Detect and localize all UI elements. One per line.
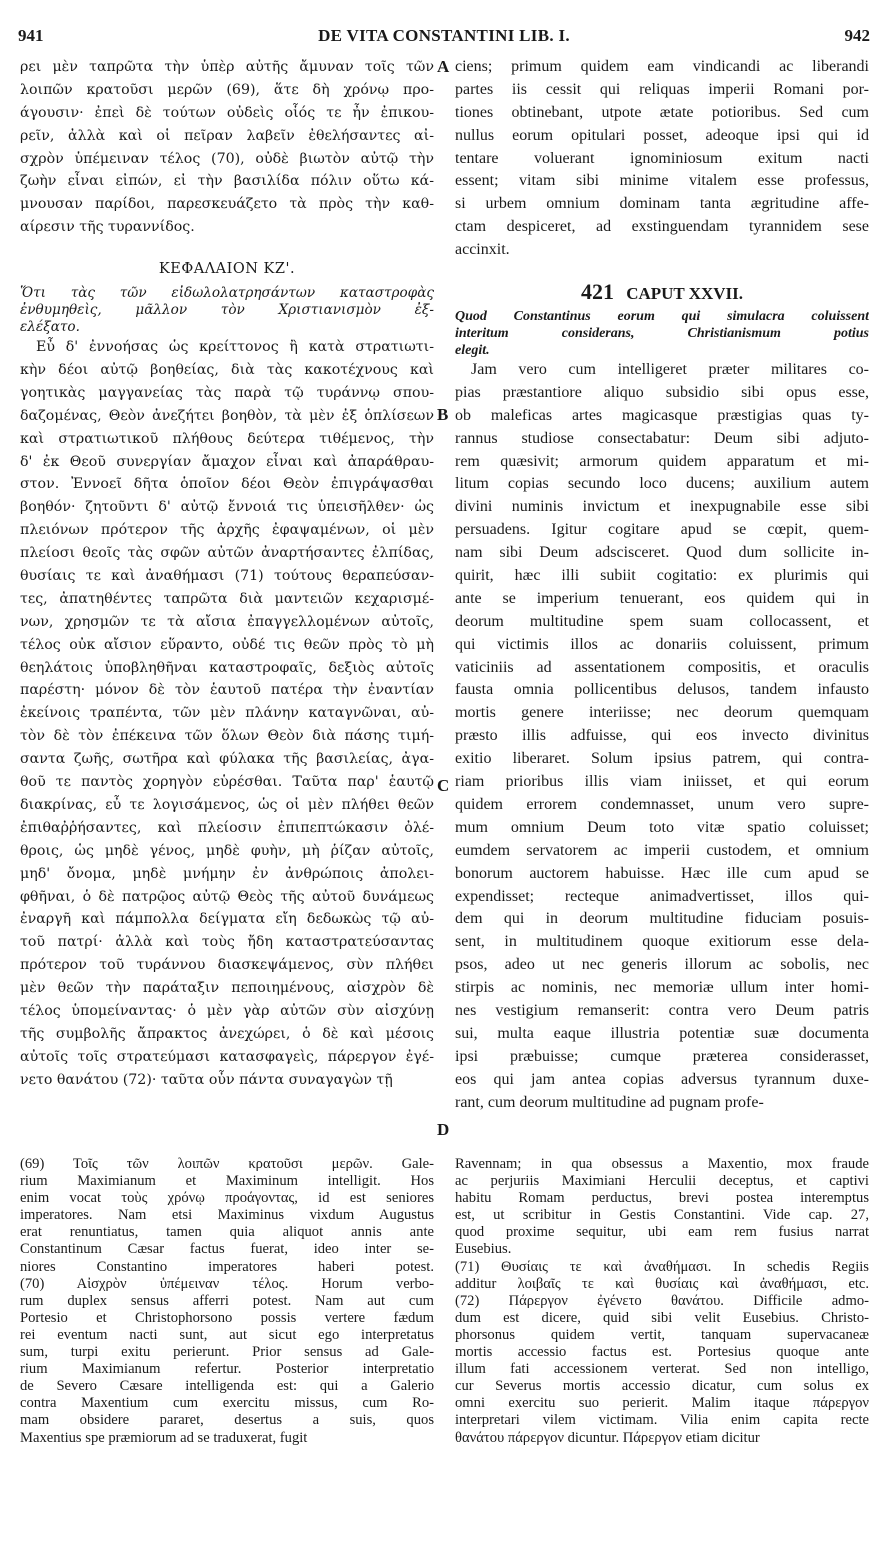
footnote-line: enim vocat τοὺς χρόνῳ προάγοντας, id est seniores [20, 1190, 434, 1207]
margin-letter-a: A [437, 57, 450, 76]
footnote-line: mortis accessio factus est. Portesius quoque ante [455, 1344, 869, 1361]
greek-column [20, 56, 434, 1148]
text-line: δαζομένας, Θεὸν ἀνεζήτει βοηθὸν, τὰ μὲν ἐξ ὁπλίσεων [20, 407, 434, 424]
margin-letter-c: C [437, 776, 450, 795]
text-line: τῆς συμβολῆς ἄπρακτος ἀνεχώρει, ὁ δὲ καὶ μέσοις [20, 1025, 434, 1042]
footnote-line: illum fati accessionem verterat. Sed non intelligo, [455, 1361, 869, 1378]
footnotes-left [20, 1156, 434, 1546]
footnote-line: Eusebius. [455, 1241, 512, 1258]
text-line: pias præstantiore aliquo subsidio sibi opus esse, [455, 383, 869, 401]
text-line: γοητικὰς μαγγανείας τὰς παρὰ τῷ τυράννῳ σπου- [20, 384, 434, 401]
footnote-line: erat renuntiatus, tamen quia aliquot annis ante [20, 1224, 434, 1241]
greek-chapter-heading: ΚΕΦΑΛΑΙΟΝ ΚΖ'. [158, 261, 296, 278]
text-line: tiones obtinebant, utpote ætate potioribus. Sed cum [455, 103, 869, 121]
text-line: eumdem servatorem ac imperii custodem, et omnium [455, 841, 869, 859]
footnote-line: imperatores. Nam etsi Maximinus vixdum Augustus [20, 1207, 434, 1224]
text-line: ρεῖν, ἀλλὰ καὶ οἱ πεῖραν λαβεῖν ἐθελήσαντες αἰ- [20, 127, 434, 144]
text-line: eos qui jam antea copias adversus tyrannum duxe- [455, 1070, 869, 1088]
footnote-line: ac perjuriis Maximiani Herculii deceptus, et captivi [455, 1173, 869, 1190]
text-line: θυσίαις τε καὶ ἀναθήμασι (71) τούτους θεραπεύσαν- [20, 568, 434, 585]
page-header [18, 26, 870, 48]
page-number-right: 942 [844, 26, 870, 45]
text-line: vaticiniis ad assentationem compositis, et oraculis [455, 658, 869, 676]
footnote-line: niores Constantino imperatores haberi potest. [20, 1258, 434, 1275]
footnote-line: Portesio et Christophorsono possis vertere fædum [20, 1309, 434, 1326]
text-line: exitio liberaret. Solum ipsius patrem, qui contra- [455, 750, 869, 768]
text-line: litum copias secundo loco ducens; auxilium autem [455, 475, 869, 493]
footnote-line: omni exercitu suo perierit. Malim itaque πάρεργον [455, 1395, 869, 1412]
text-line: ἐπιθαῤῥήσαντες, καὶ πλείοσιν ἐπιπεπτώκασιν ὀλέ- [20, 819, 434, 836]
summary-line: interitum considerans, Christianismum potius [455, 326, 869, 342]
text-line: rannus studiose consectabatur: Deum sibi adjuto- [455, 429, 869, 447]
text-line: άγουσιν· ἐπεὶ δὲ τούτων οὐδεὶς οἷός τε ἦν ἐπικου- [20, 104, 434, 121]
text-line: rem quæsivit; armorum quidem apparatum et mi- [455, 452, 869, 470]
text-line: qui victimis illos ac donariis coluissent, primum [455, 635, 869, 653]
footnote-line: dum est dicere, quid sibi velit Eusebius. Christo- [455, 1309, 869, 1326]
footnote-line: de Severo Cæsare intelligenda est: qui a Galerio [20, 1378, 434, 1395]
text-line: θοῦ τε παντὸς χορηγὸν εὑρέσθαι. Ταῦτα παρ' ἑαυτῷ [20, 774, 434, 791]
summary-line: elegit. [455, 343, 490, 359]
footnote-line: rei eventum nacti sunt, aut sicut ego interpretatus [20, 1326, 434, 1343]
text-line: πλειόνων πρότερον τῆς ἀρχῆς ἐφαψαμένων, οἱ μὲν [20, 522, 434, 539]
text-line: divini numinis invictum et inexpugnabile esse sibi [455, 498, 869, 516]
text-line: sui, multa eaque illustria potentiæ suæ documenta [455, 1024, 869, 1042]
footnote-line: θανάτου πάρεργον dicuntur. Πάρεργον etiam dicitur [455, 1429, 760, 1446]
text-line: præsto illis adfuisse, qui eos invecto divinitus [455, 727, 869, 745]
text-line: μηδ' ὄνομα, μηδὲ μνήμην ἐν ἀνθρώποις ἀπολει- [20, 865, 434, 882]
text-line: μνουσαν παρίδοι, παρεσκευάζετο τὰ πρὸς τὴν καθ- [20, 196, 434, 213]
greek-paragraph-2 [20, 336, 434, 1091]
text-line: psos, adeo ut nec generis illorum ac sobolis, nec [455, 956, 869, 974]
footnote-line: Maxentius spe præmiorum ad se traduxerat, fugit [20, 1429, 308, 1446]
text-line: ζωὴν εἶναι εἰπών, εἰ τὴν βασιλίδα πόλιν οὕτω κά- [20, 173, 434, 190]
footnotes-right [455, 1156, 869, 1546]
text-line: riam prioribus illis viam iniisset, et qui eorum [455, 773, 869, 791]
latin-paragraph-1 [455, 56, 869, 262]
footnote-line: mam obsidere pararet, desertus a suis, quos [20, 1412, 434, 1429]
text-line: τέλος ὑπομείναντας· ὁ μὲν γὰρ αὐτῶν σὺν αἰσχύνῃ [20, 1002, 434, 1019]
text-line: Jam vero cum intelligeret præter militares co- [471, 361, 869, 379]
text-line: deorum multitudine spem suam collocassent, et [455, 612, 869, 630]
text-line: mum omnium Deum toto vitæ spatio coluisset; [455, 818, 869, 836]
greek-chapter-summary [20, 285, 434, 336]
text-line: στον. Ἐννοεῖ δῆτα ὁποῖον δέοι Θεὸν ἐπιγράψασθαι [20, 476, 434, 493]
text-line: dem qui in deorum multitudine fiduciam posuis- [455, 910, 869, 928]
footnote-line: interpretari vilem victimam. Vilia enim capita recte [455, 1412, 869, 1429]
text-line: θεηλάτοις ὑποβληθῆναι καταστροφαῖς, δεξιὸς αὐτοῖς [20, 659, 434, 676]
text-line: σχρὸν ὑπέμειναν τέλος (70), οὐδὲ βιωτὸν αὐτῷ τὴν [20, 150, 434, 167]
footnote-line: Constantinum Cæsar factus fuerat, ideo inter se- [20, 1241, 434, 1258]
text-line: τὸν δὲ τὸν ἐπέκεινα τῶν ὅλων Θεὸν διὰ πάσης τιμή- [20, 728, 434, 745]
footnote-line: cur Severus mortis accessio dicatur, cum solus ex [455, 1378, 869, 1395]
text-line: mortis genere interiisse; nec deorum quemquam [455, 704, 869, 722]
text-line: tentare voluerant ignominiosum exitum nacti [455, 149, 869, 167]
text-line: μὲν θεῶν τὴν παράταξιν πεποιημένους, αἰσχρὸν δὲ [20, 980, 434, 997]
latin-chapter-summary [455, 308, 869, 359]
marginal-column-number: 421 [580, 279, 614, 305]
text-line: νετο θανάτου (72)· ταῦτα οὖν πάντα συναγαγὼν τῇ [20, 1071, 393, 1088]
text-line: ciens; primum quidem eam vindicandi ac liberandi [455, 58, 869, 75]
text-line: persuadens. Igitur cogitare apud se cœpit, quem- [455, 521, 869, 539]
text-line: πλείοσι θεοῖς τὰς σφῶν αὐτῶν ἀναρτήσαντες ἐλπίδας, [20, 545, 434, 562]
footnote-line: rum duplex sensus afferri potest. Nam aut cum [20, 1292, 434, 1309]
text-line: βοηθόν· ζητοῦντι δ' αὐτῷ ἔννοιά τις ὑπεισῆλθεν· ὡς [20, 499, 434, 516]
text-line: παρέστη· μόνον δὲ τὸν ἑαυτοῦ πατέρα τὴν ἐναντίαν [20, 682, 434, 699]
text-line: τοῦ πατρί· ἀλλὰ καὶ τοὺς ἤδη καταστρατεύσαντας [20, 934, 434, 951]
text-line: sent, in multitudinem quoque exitiorum esse dela- [455, 933, 869, 951]
summary-line: Quod Constantinus eorum qui simulacra coluissent [455, 309, 869, 325]
text-line: stirpis ac nominis, nec memoriæ ullum inter homi- [455, 979, 869, 997]
text-line: ἐναργῆ καὶ πάμπολλα δείγματα εἴη δεδωκὼς τῷ αὐ- [20, 911, 434, 928]
footnote-line: sum, turpi exitu perierunt. Prior sensus ad Gale- [20, 1344, 434, 1361]
text-line: αὐτοῖς τοῖς στρατεύμασι κατασφαγεὶς, πάρεργον ἐγέ- [20, 1048, 434, 1065]
text-line: nullus eorum opitulari posset, adeoque ipsi qui id [455, 126, 869, 144]
text-line: quirit, hæc illi subiit cogitatio: ex plurimis qui [455, 567, 869, 585]
text-line: nes vestigium remanserit: contra vero Deum patris [455, 1001, 869, 1019]
footnote-line: (69) Τοῖς τῶν λοιπῶν κρατοῦσι μερῶν. Gale- [20, 1156, 434, 1172]
summary-line: Ὅτι τὰς τῶν εἰδωλολατρησάντων καταστροφὰς [20, 285, 434, 302]
text-line: ctam despiceret, ad exstinguendam tyrannidem sese [455, 218, 869, 236]
text-line: ρει μὲν ταπρῶτα τὴν ὑπὲρ αὐτῆς ἄμυναν τοῖς τῶν [20, 59, 434, 75]
text-line: καὶ στρατιωτικοῦ πλήθους δεύτερα τιθέμενος, τὴν [20, 430, 434, 447]
text-line: expendisset; recteque animadvertisset, illos qui- [455, 887, 869, 905]
text-line: ipsi præbuisse; cumque præterea considerasset, [455, 1047, 869, 1065]
footnote-line: rium Maximianum et Maximinum intelligit. Hos [20, 1173, 434, 1190]
footnote-line: (71) Θυσίαις τε καὶ ἀναθήμασι. In schedis Regiis [455, 1258, 869, 1275]
footnote-line: quod proxime sequitur, ubi eam rem fusius narrat [455, 1224, 869, 1241]
text-line: λοιπῶν κρατοῦσι μερῶν (69), ἅτε δὴ χρόνῳ προ- [20, 81, 434, 98]
text-line: essent; vitam sibi minime vitalem esse professus, [455, 172, 869, 190]
text-line: τέλος οὐκ αἴσιον εὕραντο, οὐδέ τις θεῶν πρὸς τὸ μὴ [20, 636, 434, 653]
page-number-left: 941 [18, 26, 44, 45]
text-line: δ' ἐκ Θεοῦ συνεργίαν ἄμαχον εἶναι καὶ ἀπαράθραυ- [20, 453, 434, 470]
text-line: κὴν δέοι αὐτῷ βοηθείας, διὰ τὰς κακοτέχνους καὶ [20, 362, 434, 379]
footnote-line: (72) Πάρεργον ἐγένετο θανάτου. Difficile admo- [455, 1292, 869, 1309]
summary-line: ἐνθυμηθεὶς, μᾶλλον τὸν Χριστιανισμὸν ἐξ- [20, 302, 434, 319]
text-line: ante se imperium tenuerant, eos quidem qui in [455, 589, 869, 607]
text-line: τες, ἀπατηθέντες ταπρῶτα διὰ μαντειῶν κεχαρισμέ- [20, 590, 434, 607]
text-line: ἐκείνοις τραπέντα, τῶν μὲν πλάνην καταγνῶναι, αὐ- [20, 705, 434, 722]
running-title: DE VITA CONSTANTINI LIB. I. [318, 26, 570, 45]
text-line: ob maleficas artes magicasque præstigias quas ty- [455, 406, 869, 424]
greek-paragraph-1 [20, 56, 434, 239]
text-line: φθῆναι, ὁ δὲ πατρῷος αὐτῷ Θεὸς τῆς αὐτοῦ δυνάμεως [20, 888, 434, 905]
text-line: fausta omnia pollicentibus delusos, tandem infausto [455, 681, 869, 699]
margin-letter-b: B [437, 405, 449, 424]
text-line: διακρίνας, εὖ τε λογισάμενος, ὡς οἱ μὲν πλήθει θεῶν [20, 796, 434, 813]
text-line: accinxit. [455, 241, 510, 259]
latin-column [455, 56, 869, 1148]
text-line: Εὖ δ' ἐννοήσας ὡς κρείττονος ἢ κατὰ στρατιωτι- [36, 339, 434, 356]
latin-caput-title: CAPUT XXVII. [626, 284, 744, 304]
footnote-line: habitu Romam perductus, brevi postea interemptus [455, 1190, 869, 1207]
text-line: νων, χρησμῶν τε τὰ αἴσια ἐπαγγελλομένων αὐτοῖς, [20, 613, 434, 630]
text-line: nam sibi Deum adscisceret. Quod dum sollicite in- [455, 544, 869, 562]
latin-paragraph-2 [455, 359, 869, 1114]
text-line: σαντα ζωῆς, σωτῆρα καὶ φύλακα τῆς βασιλείας, ἀγα- [20, 751, 434, 768]
footnote-line: additur λοιβαῖς τε καὶ θυσίαις καὶ ἀναθήμασι, etc. [455, 1275, 869, 1292]
text-line: θροις, ὡς μηδὲ γένος, μηδὲ φυὴν, μὴ ῥίζαν αὐτοῖς, [20, 842, 434, 859]
footnote-line: rium Maximianum refertur. Posterior interpretatio [20, 1361, 434, 1378]
footnote-line: contra Maxentium cum exercitu missus, cum Ro- [20, 1395, 434, 1412]
latin-chapter-heading [455, 276, 869, 308]
footnote-line: phorsonus quidem vertit, tanquam supervacaneæ [455, 1326, 869, 1343]
text-line: rant, cum deorum multitudine ad pugnam profe- [455, 1093, 764, 1111]
margin-letter-d: D [437, 1120, 450, 1139]
text-line: αίρεσιν τῆς τυραννίδος. [20, 219, 195, 236]
summary-line: ελέξατο. [20, 319, 80, 336]
footnote-line: (70) Αἰσχρὸν ὑπέμειναν τέλος. Horum verbo- [20, 1275, 434, 1292]
text-line: πρότερον τοῦ τυράννου διασκεψάμενος, σὺν πλήθει [20, 957, 434, 974]
text-line: partes iis cessit qui reliquas imperii Romani por- [455, 80, 869, 98]
footnote-line: Ravennam; in qua obsessus a Maxentio, mox fraude [455, 1156, 869, 1172]
text-line: quidem errorem condemnasset, unum vero supre- [455, 795, 869, 813]
text-line: si urbem omnium dominam tanta ægritudine affe- [455, 195, 869, 213]
footnote-line: est, ut scribitur in Gestis Constantini. Vide cap. 27, [455, 1207, 869, 1224]
text-line: bonorum auctorem habuisse. Hæc ille cum apud se [455, 864, 869, 882]
